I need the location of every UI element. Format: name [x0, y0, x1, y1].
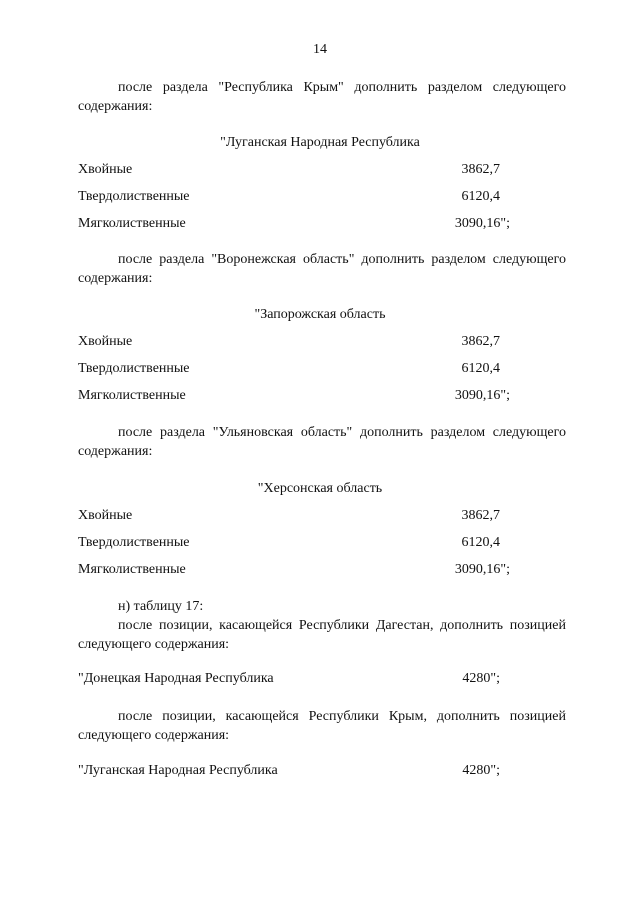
- entry-value: 4280";: [462, 671, 500, 686]
- section-2-row: [78, 386, 566, 405]
- row-value: 3862,7: [461, 334, 500, 349]
- section-2-row: [78, 332, 566, 351]
- entry-value: 4280";: [462, 763, 500, 778]
- row-name: Мягколиственные: [78, 216, 186, 231]
- section-2-row: [78, 359, 566, 378]
- row-value: 6120,4: [461, 361, 500, 376]
- section-1-heading: "Луганская Народная Республика: [220, 135, 420, 150]
- section-3-row: [78, 506, 566, 525]
- section-2-intro: после раздела "Воронежская область" дополнить разделом следующего содержания:: [78, 252, 566, 286]
- row-value: 6120,4: [461, 189, 500, 204]
- table-17-entry: [78, 761, 566, 780]
- table-17-entry: [78, 669, 566, 688]
- row-value: 3862,7: [461, 508, 500, 523]
- section-3-intro: после раздела "Ульяновская область" дополнить разделом следующего содержания:: [78, 425, 566, 459]
- section-3-row: [78, 560, 566, 579]
- section-1-intro: после раздела "Республика Крым" дополнить разделом следующего содержания:: [78, 80, 566, 114]
- entry-name: "Донецкая Народная Республика: [78, 671, 274, 686]
- row-value: 3862,7: [461, 162, 500, 177]
- row-value: 3090,16";: [454, 388, 510, 403]
- row-name: Мягколиственные: [78, 562, 186, 577]
- section-1-row: [78, 214, 566, 233]
- row-value: 3090,16";: [454, 562, 510, 577]
- row-name: Хвойные: [78, 508, 133, 523]
- row-name: Хвойные: [78, 334, 133, 349]
- row-name: Твердолиственные: [78, 189, 190, 204]
- page-number: 14: [313, 42, 327, 57]
- section-3-heading: "Херсонская область: [257, 481, 383, 496]
- section-3-row: [78, 533, 566, 552]
- table-17-intro-1: после позиции, касающейся Республики Дагестан, дополнить позицией следующего содержания:: [78, 618, 566, 652]
- row-name: Хвойные: [78, 162, 133, 177]
- row-value: 3090,16";: [454, 216, 510, 231]
- section-1-row: [78, 160, 566, 179]
- row-name: Мягколиственные: [78, 388, 186, 403]
- section-1-row: [78, 187, 566, 206]
- row-name: Твердолиственные: [78, 361, 190, 376]
- row-name: Твердолиственные: [78, 535, 190, 550]
- section-2-heading: "Запорожская область: [254, 307, 386, 322]
- table-17-label: н) таблицу 17:: [118, 599, 204, 614]
- entry-name: "Луганская Народная Республика: [78, 763, 278, 778]
- table-17-intro-2: после позиции, касающейся Республики Крым, дополнить позицией следующего содержания:: [78, 709, 566, 743]
- row-value: 6120,4: [461, 535, 500, 550]
